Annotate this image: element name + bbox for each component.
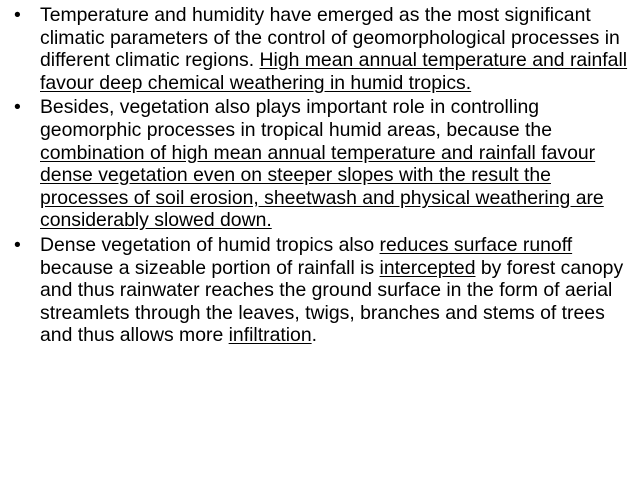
bullet-marker: • — [14, 233, 21, 256]
bullet-list — [14, 4, 634, 349]
text-segment: Besides, vegetation also plays important role in controlling geomorphic processes in tropical humid areas, because the — [40, 96, 552, 141]
bullet-item — [14, 4, 634, 94]
bullet-item — [14, 96, 634, 232]
bullet-text — [40, 234, 623, 346]
underlined-text-segment: combination of high mean annual temperature and rainfall favour dense vegetation even on steeper slopes with the result the processes of soil erosion, sheetwash and physical weathering are considerably slowed down. — [40, 141, 604, 232]
bullet-marker: • — [14, 4, 21, 26]
underlined-text-segment: intercepted — [379, 256, 476, 279]
bullet-item — [14, 234, 634, 347]
text-segment: by forest canopy and thus rainwater reaches the ground surface in the form of aerial streamlets through the leaves, twigs, branches and stems of trees and thus allows more — [40, 256, 624, 347]
text-segment: Temperature and humidity have emerged as the most significant climatic parameters of the control of geomorphological processes in different climatic regions. — [40, 4, 620, 72]
underlined-text-segment: High mean annual temperature and rainfall favour deep chemical weathering in humid tropics. — [40, 49, 628, 94]
bullet-text — [40, 4, 627, 94]
bullet-text — [40, 96, 604, 231]
underlined-text-segment: reduces surface runoff — [379, 233, 573, 256]
text-segment: Dense vegetation of humid tropics also — [40, 233, 380, 256]
bullet-marker: • — [14, 96, 21, 119]
text-segment: because a sizeable portion of rainfall is — [40, 256, 380, 279]
text-segment: . — [311, 324, 318, 347]
underlined-text-segment: infiltration — [228, 324, 312, 347]
